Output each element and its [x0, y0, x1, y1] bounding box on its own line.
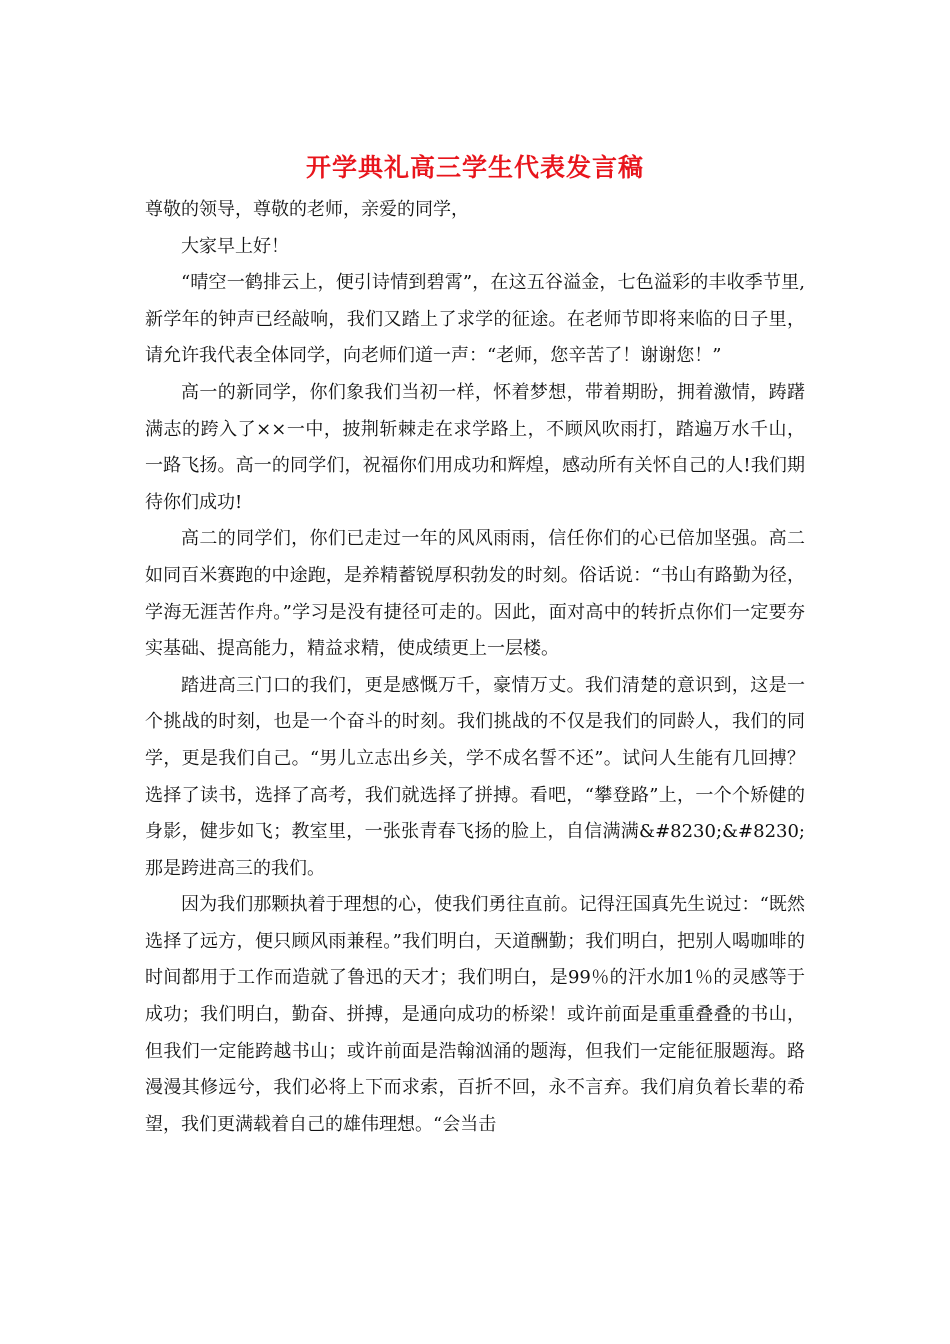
paragraph-grade-three: 踏进高三门口的我们，更是感慨万千，豪情万丈。我们清楚的意识到，这是一个挑战的时刻，也是一个奋斗的时刻。我们挑战的不仅是我们的同龄人，我们的同学，更是我们自己。“男儿立志出乡关，学不成名誓不还”。试问人生能有几回搏？选择了读书，选择了高考，我们就选择了拼搏。看吧，“攀登路”上，一个个矫健的身影，健步如飞；教室里，一张张青春飞扬的脸上，自信满满&#8230;&#8230;那是跨进高三的我们。 [145, 674, 805, 879]
paragraph-ideals: 因为我们那颗执着于理想的心，使我们勇往直前。记得汪国真先生说过：“既然选择了远方，便只顾风雨兼程。”我们明白，天道酬勤；我们明白，把别人喝咖啡的时间都用于工作而造就了鲁迅的天才；我们明白，是99％的汗水加1％的灵感等于成功；我们明白，勤奋、拼搏，是通向成功的桥梁！或许前面是重重叠叠的书山，但我们一定能跨越书山；或许前面是浩翰汹涌的题海，但我们一定能征服题海。路漫漫其修远兮，我们必将上下而求索，百折不回，永不言弃。我们肩负着长辈的希望，我们更满载着自己的雄伟理想。“会当击 [145, 894, 805, 1135]
document-body [145, 192, 805, 1143]
salutation: 尊敬的领导，尊敬的老师，亲爱的同学， [145, 199, 469, 220]
paragraph-greeting: 大家早上好！ [181, 235, 289, 257]
document-title: 开学典礼高三学生代表发言稿 [305, 153, 644, 182]
paragraph-grade-one: 高一的新同学，你们象我们当初一样，怀着梦想，带着期盼，拥着激情，踌躇满志的跨入了××一中，披荆斩棘走在求学路上，不顾风吹雨打，踏遍万水千山，一路飞扬。高一的同学们，祝福你们用成功和辉煌，感动所有关怀自己的人!我们期待你们成功! [145, 381, 805, 513]
paragraph-opening: “晴空一鹤排云上，便引诗情到碧霄”，在这五谷溢金，七色溢彩的丰收季节里,新学年的钟声已经敲响，我们又踏上了求学的征途。在老师节即将来临的日子里，请允许我代表全体同学，向老师们道一声：“老师，您辛苦了！谢谢您！” [145, 272, 805, 367]
paragraph-grade-two: 高二的同学们，你们已走过一年的风风雨雨，信任你们的心已倍加坚强。高二如同百米赛跑的中途跑，是养精蓄锐厚积勃发的时刻。俗话说：“书山有路勤为径，学海无涯苦作舟。”学习是没有捷径可走的。因此，面对高中的转折点你们一定要夯实基础、提高能力，精益求精，使成绩更上一层楼。 [145, 528, 805, 660]
